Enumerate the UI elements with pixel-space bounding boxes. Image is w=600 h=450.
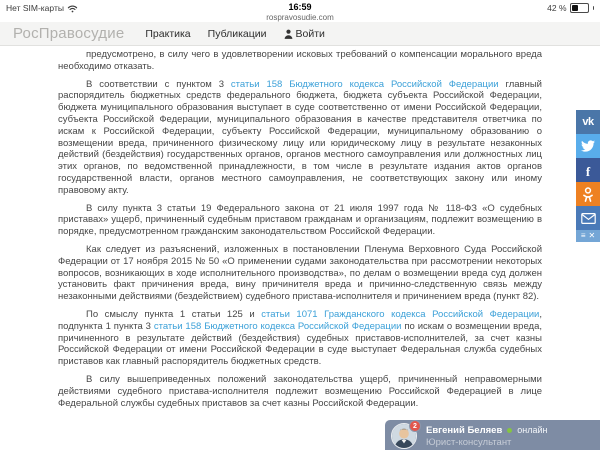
paragraph-text: В силу вышеприведенных положений законодательства ущерб, причиненный неправомерными действиями судебного пристава-исполнителя подлежит возмещению Российской Федерацией в лице Федеральной службы судебных приставов за счет казны Российской Федерации. xyxy=(58,373,542,409)
battery-cap xyxy=(593,6,595,10)
site-header xyxy=(0,22,600,46)
share-facebook-button[interactable] xyxy=(576,158,600,182)
share-sidebar xyxy=(576,110,600,242)
paragraph-text: , подпункта 1 пункта 3 xyxy=(58,308,542,332)
chat-texts xyxy=(426,425,548,448)
article-paragraph xyxy=(58,203,542,238)
paragraph-text: В соответствии с пунктом 3 xyxy=(86,78,231,90)
unread-count-badge: 2 xyxy=(409,420,421,432)
vk-icon: vk xyxy=(582,115,594,128)
paragraph-text: по искам о возмещении вреда, причиненного в результате действий (бездействия) судебных приставов-исполнителей, за счет казны Российской Федерации от имени Российской Федерации в суде выступает Федеральная служба судебных приставов как главный распорядитель бюджетных средств. xyxy=(58,320,543,368)
login-button[interactable] xyxy=(284,28,325,40)
share-email-button[interactable] xyxy=(576,206,600,230)
nav-publikacii[interactable]: Публикации xyxy=(207,27,267,40)
twitter-bird-icon xyxy=(581,139,595,153)
ios-status-bar xyxy=(0,0,600,22)
article-paragraph xyxy=(58,309,542,368)
online-dot-icon xyxy=(507,428,512,433)
avatar-wrap xyxy=(391,423,417,449)
statute-link[interactable]: статьи 158 Бюджетного кодекса Российской Федерации xyxy=(230,78,499,90)
article-paragraph xyxy=(58,374,542,409)
status-right xyxy=(547,3,594,13)
menu-icon: ≡ xyxy=(580,231,586,240)
online-status: онлайн xyxy=(517,425,548,435)
share-twitter-button[interactable] xyxy=(576,134,600,158)
article-paragraph xyxy=(58,49,542,73)
odnoklassniki-icon xyxy=(581,187,595,202)
paragraph-text: В силу пункта 3 статьи 19 Федерального закона от 21 июля 1997 года № 118-ФЗ «О судебных приставах» ущерб, причиненный судебным приставом гражданам и организациям, подлежит возмещению в порядке, предусмотренном гражданским законодательством Российской Федерации. xyxy=(58,202,542,238)
site-logo[interactable]: РосПравосудие xyxy=(13,25,125,42)
status-center xyxy=(0,0,600,22)
carrier-label: Нет SIM-карты xyxy=(6,3,64,13)
share-odnoklassniki-button[interactable] xyxy=(576,182,600,206)
article xyxy=(0,46,600,409)
article-paragraph xyxy=(58,244,542,303)
paragraph-text: По смыслу пункта 1 статьи 125 и xyxy=(86,308,262,320)
share-collapse-bar[interactable] xyxy=(576,230,600,242)
facebook-icon: f xyxy=(585,163,591,179)
battery-percent-label: 42 % xyxy=(547,3,567,13)
chat-consultant-widget[interactable] xyxy=(385,420,600,450)
consultant-role: Юрист-консультант xyxy=(426,436,512,448)
statute-link[interactable]: статьи 1071 Гражданского кодекса Российской Федерации xyxy=(261,308,540,320)
paragraph-text: предусмотрено, в силу чего в удовлетворении исковых требований о компенсации морального вреда необходимо отказать. xyxy=(58,49,542,72)
envelope-icon xyxy=(581,213,596,224)
consultant-name: Евгений Беляев xyxy=(426,424,503,436)
statute-link[interactable]: статьи 158 Бюджетного кодекса Российской Федерации xyxy=(153,320,402,332)
close-icon: ✕ xyxy=(588,231,596,240)
paragraph-text: главный распорядитель бюджетных средств федерального бюджета, бюджета субъекта Российской Федерации, бюджета муниципального образования выступает в суде соответственно от имени Российской Федерации, субъекта Российской Федерации, муниципального образования в качестве представителя ответчика по искам к Российской Федерации, субъекту Российской Федерации, муниципальному образованию о возмещении вреда, причиненного физическому лицу или юридическому лицу в результате незаконных действий (бездействия) государственных органов, органов местного самоуправления или должностных лиц этих органов, по ведомственной принадлежности, в том числе в результате издания актов органов государственной власти, органов местного самоуправления, не соответствующих закону или иному правовому акту. xyxy=(58,78,542,196)
share-vk-button[interactable] xyxy=(576,110,600,134)
clock: 16:59 xyxy=(288,2,312,12)
paragraph-text: Как следует из разъяснений, изложенных в постановлении Пленума Верховного Суда Российской Федерации от 17 ноября 2015 № 50 «О применении судами законодательства при рассмотрении некоторых вопросов, возникающих в ходе исполнительного производства», по делам о возмещении вреда суд должен установить факт причинения вреда, вину причинителя вреда и причинно-следственную связь между незаконными действиями (бездействием) судебного пристава-исполнителя и причинением вреда (пункт 82). xyxy=(58,243,542,303)
person-icon xyxy=(284,29,293,39)
article-paragraph xyxy=(58,79,542,197)
battery-icon xyxy=(570,3,589,13)
login-label: Войти xyxy=(295,27,325,40)
url-domain[interactable]: rospravosudie.com xyxy=(266,13,334,22)
nav-praktika[interactable]: Практика xyxy=(145,27,191,40)
